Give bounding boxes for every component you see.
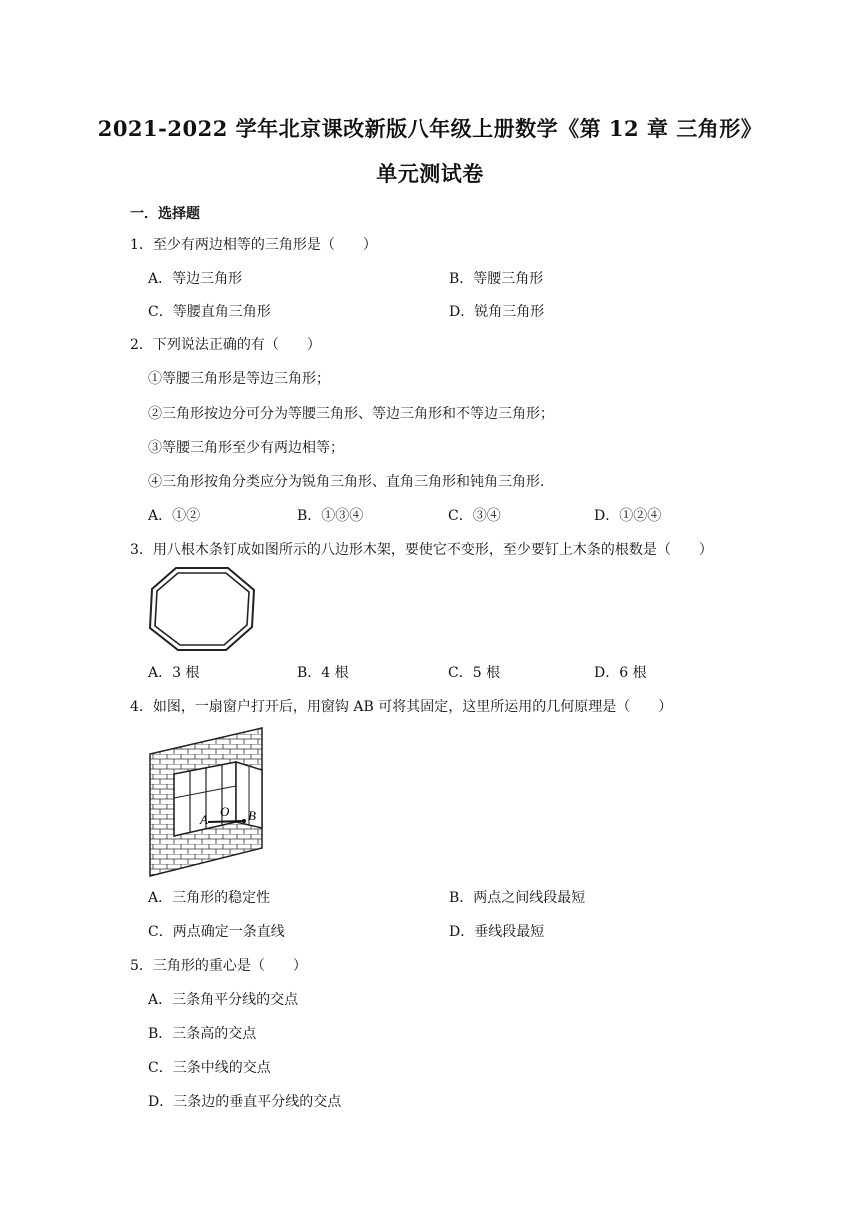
question-1-option-c: C．等腰直角三角形 <box>148 304 271 320</box>
question-5-option-c: C．三条中线的交点 <box>148 1060 271 1076</box>
question-2-option-a: A．①② <box>148 508 201 524</box>
question-1-option-d: D．锐角三角形 <box>449 304 545 320</box>
question-1-option-b: B．等腰三角形 <box>449 271 544 287</box>
question-2-option-b: B．①③④ <box>297 508 364 524</box>
question-2-statement-2: ②三角形按边分可分为等腰三角形、等边三角形和不等边三角形； <box>148 406 554 422</box>
figure-label-a: A <box>200 812 208 827</box>
question-4-stem: 4．如图，一扇窗户打开后，用窗钩 AB 可将其固定，这里所运用的几何原理是（ ） <box>130 699 673 715</box>
question-5-option-d: D．三条边的垂直平分线的交点 <box>148 1094 342 1110</box>
figure-label-o: O <box>220 804 230 819</box>
question-4-option-b: B．两点之间线段最短 <box>449 890 586 906</box>
question-5-stem: 5．三角形的重心是（ ） <box>130 958 307 974</box>
question-5-option-a: A．三条角平分线的交点 <box>148 992 299 1008</box>
question-2-option-d: D．①②④ <box>594 508 662 524</box>
question-4-option-a: A．三角形的稳定性 <box>148 890 271 906</box>
question-4-option-d: D．垂线段最短 <box>449 924 545 940</box>
question-2-stem: 2．下列说法正确的有（ ） <box>130 337 321 353</box>
section-heading: 一．选择题 <box>130 206 200 222</box>
question-2-statement-3: ③等腰三角形至少有两边相等； <box>148 440 344 456</box>
question-3-option-c: C．5 根 <box>448 665 501 681</box>
question-3-option-b: B．4 根 <box>297 665 349 681</box>
window-figure <box>146 724 268 880</box>
question-1-stem: 1．至少有两边相等的三角形是（ ） <box>130 237 377 253</box>
question-1-option-a: A．等边三角形 <box>148 271 243 287</box>
question-4-option-c: C．两点确定一条直线 <box>148 924 285 940</box>
octagon-frame-figure <box>146 565 258 653</box>
question-2-statement-4: ④三角形按角分类应分为锐角三角形、直角三角形和钝角三角形． <box>148 474 554 490</box>
page-subtitle: 单元测试卷 <box>376 161 484 186</box>
figure-label-b: B <box>248 808 256 823</box>
question-2-option-c: C．③④ <box>448 508 501 524</box>
question-2-statement-1: ①等腰三角形是等边三角形； <box>148 371 330 387</box>
question-3-option-a: A．3 根 <box>148 665 200 681</box>
question-5-option-b: B．三条高的交点 <box>148 1026 257 1042</box>
question-3-option-d: D．6 根 <box>594 665 647 681</box>
page-title: 2021-2022 学年北京课改新版八年级上册数学《第 12 章 三角形》 <box>97 116 763 141</box>
question-3-stem: 3．用八根木条钉成如图所示的八边形木架，要使它不变形，至少要钉上木条的根数是（ ） <box>130 542 713 558</box>
